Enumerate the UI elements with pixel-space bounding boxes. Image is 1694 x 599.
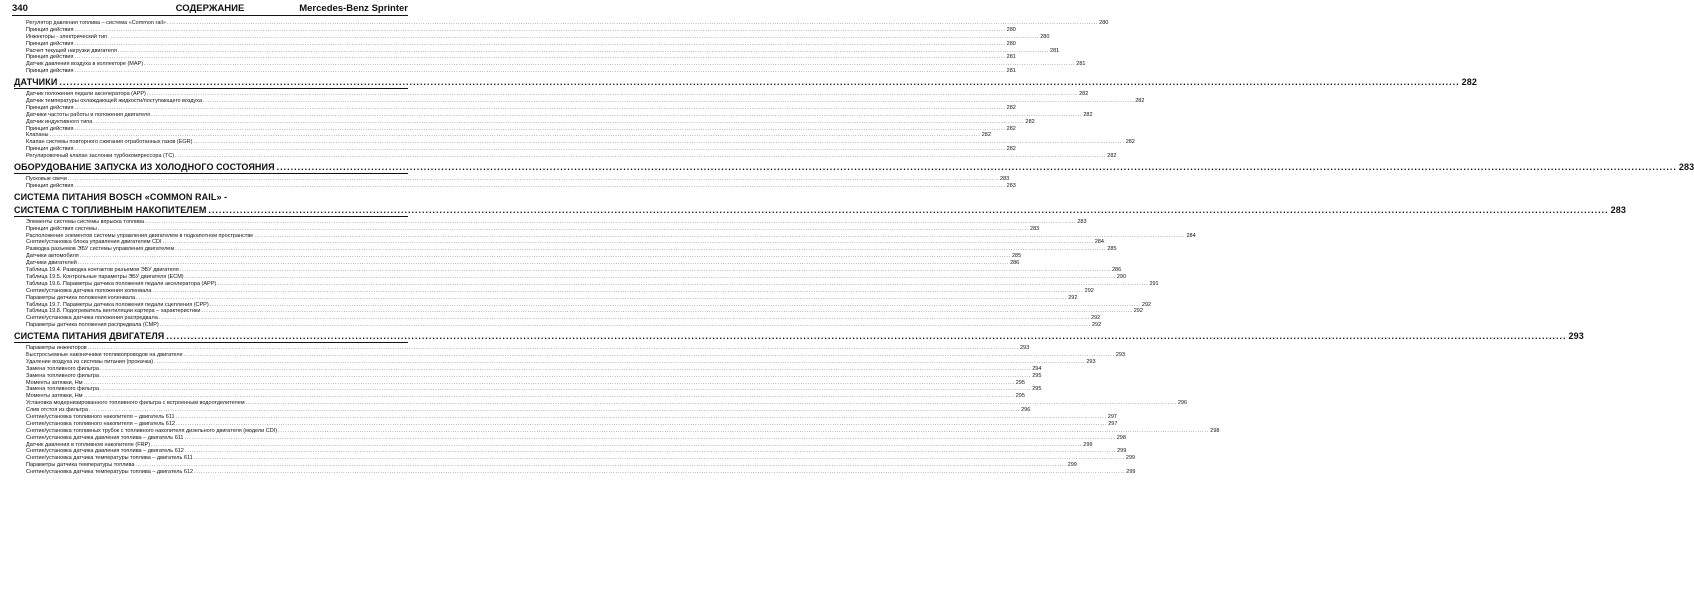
dot-leader: ................................................................................................................................................................................................................................................................................................................................................................................................................ [151,441,1083,448]
toc-entry [14,315,1101,322]
toc-entry [14,462,1077,469]
toc-section-heading [14,162,1694,173]
page-ref: 299 [1067,462,1077,469]
toc-entry [14,267,1122,274]
page-ref: 280 [1040,33,1050,40]
dot-leader: ................................................................................................................................................................................................................................................................................................................................................................................................................ [278,427,1210,434]
page-ref: 293 [1568,331,1584,342]
toc-entry [14,393,1025,400]
entry-title: Параметры инжекторов [26,345,87,352]
entry-title: Принцип действия [26,40,74,47]
section-rule [14,173,408,174]
dot-leader: ................................................................................................................................................................................................................................................................................................................................................................................................................ [79,253,1011,260]
page-ref: 292 [1141,301,1152,308]
toc-entry [14,260,1020,267]
dot-leader: ................................................................................................................................................................................................................................................................................................................................................................................................................ [179,267,1111,274]
toc-entry [14,365,1042,373]
dot-leader: ................................................................................................................................................................................................................................................................................................................................................................................................................ [184,434,1116,441]
section-rule [14,88,408,89]
dot-leader: ................................................................................................................................................................................................................................................................................................................................................................................................................ [208,204,1609,215]
page-ref: 282 [1125,139,1135,146]
dot-leader: ................................................................................................................................................................................................................................................................................................................................................................................................................ [193,139,1125,146]
dot-leader: ................................................................................................................................................................................................................................................................................................................................................................................................................ [145,218,1077,225]
page-ref: 285 [1012,253,1022,260]
toc-entry [14,372,1042,380]
entry-title: Параметры датчика положения коленвала [26,294,136,301]
page-ref: 299 [1126,469,1136,476]
entry-title: Датчики частоты работы и положения двигателя [26,111,151,118]
dot-leader: ................................................................................................................................................................................................................................................................................................................................................................................................................ [93,118,1025,125]
toc-entry [14,98,1145,105]
toc-entry [14,413,1117,421]
page-ref: 282 [1135,98,1145,105]
dot-leader: ................................................................................................................................................................................................................................................................................................................................................................................................................ [184,273,1116,280]
toc-entry [14,125,1016,133]
dot-leader: ................................................................................................................................................................................................................................................................................................................................................................................................................ [67,176,1000,183]
entry-title: Моменты затяжки, Нм [26,379,83,386]
page-ref: 280 [1099,20,1109,26]
dot-leader: ................................................................................................................................................................................................................................................................................................................................................................................................................ [117,47,1050,54]
toc-entry [14,54,1016,61]
toc-entry [14,182,1016,190]
entry-title: Принцип действия [26,26,74,33]
page-ref: 283 [1678,162,1694,173]
dot-leader: ................................................................................................................................................................................................................................................................................................................................................................................................................ [88,407,1021,414]
entry-title: Замена топливного фильтра [26,372,99,379]
entry-title: Таблица 19.8. Подогреватель вентиляции картера – характеристики [26,308,201,315]
toc-entry [14,386,1042,393]
dot-leader: ................................................................................................................................................................................................................................................................................................................................................................................................................ [159,322,1091,329]
toc-entry [14,232,1196,240]
dot-leader: ................................................................................................................................................................................................................................................................................................................................................................................................................ [162,239,1094,246]
toc-entry [14,104,1016,112]
toc-entry [14,345,1030,352]
entry-title: Принцип действия [26,146,74,153]
entry-title: Датчик температуры охлаждающей жидкости/поступающего воздуха [26,98,202,105]
entry-title: Параметры датчика положения распредвала (CMP) [26,322,159,329]
page-ref: 282 [1025,118,1035,125]
toc-entry [14,455,1136,462]
page-header [12,2,408,15]
toc-entry [14,358,1096,366]
dot-leader: ................................................................................................................................................................................................................................................................................................................................................................................................................ [245,400,1177,407]
page-ref: 295 [1015,393,1025,400]
page-ref: 282 [981,132,991,139]
dot-leader: ................................................................................................................................................................................................................................................................................................................................................................................................................ [74,26,1006,33]
dot-leader: ................................................................................................................................................................................................................................................................................................................................................................................................................ [108,33,1040,40]
entry-title: Регулировочный клапан заслонки турбокомпрессора (TC) [26,153,175,160]
dot-leader: ................................................................................................................................................................................................................................................................................................................................................................................................................ [100,372,1032,379]
toc-entry [14,287,1094,295]
toc-entry [14,40,1016,48]
toc-entry [14,434,1126,442]
dot-leader: ................................................................................................................................................................................................................................................................................................................................................................................................................ [184,448,1117,455]
dot-leader: ................................................................................................................................................................................................................................................................................................................................................................................................................ [100,365,1032,372]
toc-entry [14,400,1188,407]
dot-leader: ................................................................................................................................................................................................................................................................................................................................................................................................................ [83,379,1015,386]
page-ref: 294 [1032,365,1042,372]
dot-leader: ................................................................................................................................................................................................................................................................................................................................................................................................................ [209,301,1141,308]
toc-entry [14,239,1104,246]
toc-entry [14,273,1127,281]
dot-leader: ................................................................................................................................................................................................................................................................................................................................................................................................................ [152,287,1084,294]
toc-entry [14,47,1060,55]
toc-entry [14,308,1143,315]
page-ref: 296 [1021,407,1031,414]
page-ref: 295 [1032,372,1042,379]
page-ref: 283 [1006,182,1016,189]
toc-entry [14,294,1078,302]
entry-title: Таблица 19.6. Параметры датчика положения педали акселератора (APP) [26,280,217,287]
dot-leader: ................................................................................................................................................................................................................................................................................................................................................................................................................ [166,331,1567,342]
toc-entry [14,225,1040,233]
dot-leader: ................................................................................................................................................................................................................................................................................................................................................................................................................ [59,77,1460,88]
dot-leader: ................................................................................................................................................................................................................................................................................................................................................................................................................ [194,469,1126,476]
page-ref: 292 [1068,294,1078,301]
dot-leader: ................................................................................................................................................................................................................................................................................................................................................................................................................ [254,232,1186,239]
toc-entry [14,351,1126,359]
entry-title: Установка модернизированного топливного фильтра с встроенным водоотделителем [26,400,245,407]
dot-leader: ................................................................................................................................................................................................................................................................................................................................................................................................................ [201,308,1133,315]
dot-leader: ................................................................................................................................................................................................................................................................................................................................................................................................................ [74,182,1006,189]
page-ref: 298 [1116,434,1126,441]
dot-leader: ................................................................................................................................................................................................................................................................................................................................................................................................................ [74,125,1006,132]
page-ref: 293 [1115,351,1126,358]
toc-entry [14,218,1087,226]
dot-leader: ................................................................................................................................................................................................................................................................................................................................................................................................................ [74,146,1006,153]
entry-title: Датчики двигателей [26,260,77,267]
entry-title: Расположение элементов системы управления двигателем в подкапотном пространстве [26,232,254,239]
entry-title: Снятие/установка датчика положения распредвала [26,315,158,322]
dot-leader: ................................................................................................................................................................................................................................................................................................................................................................................................................ [175,153,1107,160]
entry-title: Расчет текущей нагрузки двигателя [26,47,117,54]
entry-title: Снятие/установка датчика давления топлива – двигатель 611 [26,434,184,441]
entry-title: Моменты затяжки, Нм [26,393,83,400]
page-number: 340 [12,3,28,14]
page-ref: 283 [1000,176,1010,183]
entry-title: Замена топливного фильтра [26,386,99,393]
page-ref: 291 [1149,280,1159,287]
page-ref: 292 [1084,287,1094,294]
toc-entry [14,20,1109,27]
toc-entry [14,153,1117,160]
entry-title: Снятие/установка топливного накопителя – двигатель 612 [26,420,175,427]
table-of-contents [14,20,1694,476]
toc-entry [14,68,1016,75]
dot-leader: ................................................................................................................................................................................................................................................................................................................................................................................................................ [77,260,1010,267]
page-title: СОДЕРЖАНИЕ [175,3,245,14]
toc-entry [14,176,1010,183]
dot-leader: ................................................................................................................................................................................................................................................................................................................................................................................................................ [175,413,1107,420]
page-ref: 297 [1108,420,1118,427]
dot-leader: ................................................................................................................................................................................................................................................................................................................................................................................................................ [158,315,1090,322]
entry-title: Снятие/установка датчика положения коленвала [26,287,152,294]
dot-leader: ................................................................................................................................................................................................................................................................................................................................................................................................................ [151,111,1083,118]
toc-entry [14,33,1050,41]
dot-leader: ................................................................................................................................................................................................................................................................................................................................................................................................................ [74,68,1006,75]
page-ref: 292 [1133,308,1143,315]
dot-leader: ................................................................................................................................................................................................................................................................................................................................................................................................................ [154,358,1086,365]
entry-title: Принцип действия [26,104,74,111]
entry-title: Замена топливного фильтра [26,365,99,372]
dot-leader: ................................................................................................................................................................................................................................................................................................................................................................................................................ [175,246,1107,253]
entry-title: Снятие/установка датчика температуры топлива – двигатель 611 [26,455,193,462]
page-ref: 282 [1083,111,1093,118]
entry-title: Снятие/установка блока управления двигателем CDI [26,239,162,246]
section-title: СИСТЕМА ПИТАНИЯ BOSCH «COMMON RAIL» - [14,191,228,202]
page-ref: 282 [1079,91,1089,98]
section-title: ДАТЧИКИ [14,77,58,88]
dot-leader: ................................................................................................................................................................................................................................................................................................................................................................................................................ [135,462,1067,469]
toc-entry [14,379,1025,387]
page-ref: 283 [1610,204,1626,215]
toc-entry [14,132,991,139]
dot-leader: ................................................................................................................................................................................................................................................................................................................................................................................................................ [144,61,1076,68]
page-ref: 299 [1117,448,1127,455]
page-ref: 292 [1092,322,1102,329]
entry-title: Снятие/установка топливного накопителя – двигатель 611 [26,413,175,420]
page-ref: 297 [1107,413,1117,420]
toc-section-heading [14,192,408,203]
book-brand: Mercedes-Benz Sprinter [299,3,408,14]
entry-title: Принцип действия [26,182,74,189]
dot-leader: ................................................................................................................................................................................................................................................................................................................................................................................................................ [146,91,1079,98]
entry-title: Клапаны [26,132,49,139]
page-ref: 299 [1125,455,1136,462]
section-rule [14,342,408,343]
page-ref: 290 [1116,273,1127,280]
section-title: СИСТЕМА ПИТАНИЯ ДВИГАТЕЛЯ [14,331,165,342]
entry-title: Принцип действия системы [26,225,97,232]
page-ref: 283 [1077,218,1087,225]
entry-title: Таблица 19.4. Разводка контактов разъемов ЭБУ двигателя [26,267,179,274]
entry-title: Принцип действия [26,54,74,61]
header-divider [12,15,408,16]
toc-section-heading [14,77,1477,88]
page-ref: 281 [1006,54,1016,61]
page-ref: 280 [1006,40,1016,47]
dot-leader: ................................................................................................................................................................................................................................................................................................................................................................................................................ [74,104,1006,111]
entry-title: Таблица 19.7. Параметры датчика положения педали сцепления (CPP) [26,301,209,308]
toc-entry [14,111,1093,119]
page-ref: 283 [1030,225,1040,232]
toc-entry [14,301,1152,309]
toc-entry [14,441,1093,449]
dot-leader: ................................................................................................................................................................................................................................................................................................................................................................................................................ [74,54,1006,61]
toc-section-heading [14,204,1626,216]
toc-entry [14,26,1016,34]
page-ref: 284 [1094,239,1104,246]
entry-title: Датчики автомобиля [26,253,79,260]
dot-leader: ................................................................................................................................................................................................................................................................................................................................................................................................................ [175,420,1108,427]
dot-leader: ................................................................................................................................................................................................................................................................................................................................................................................................................ [97,225,1030,232]
page-ref: 285 [1107,246,1117,253]
page-ref: 282 [1006,125,1016,132]
entry-title: Снятие/установка датчика давления топлива – двигатель 612 [26,448,184,455]
toc-entry [14,407,1031,414]
section-rule [14,216,408,217]
dot-leader: ................................................................................................................................................................................................................................................................................................................................................................................................................ [166,20,1099,26]
page-ref: 281 [1050,47,1060,54]
entry-title: Снятие/установка датчика температуры топлива – двигатель 612 [26,469,194,476]
section-title: ОБОРУДОВАНИЕ ЗАПУСКА ИЗ ХОЛОДНОГО СОСТОЯНИЯ [14,162,275,173]
dot-leader: ................................................................................................................................................................................................................................................................................................................................................................................................................ [83,393,1015,400]
toc-entry [14,448,1127,455]
entry-title: Параметры датчика температуры топлива [26,462,135,469]
entry-title: Снятие/установка топливных трубок с топливного накопителя дизельного двигателя (модели CDI) [26,427,278,434]
page-ref: 296 [1177,400,1188,407]
page-ref: 295 [1015,379,1025,386]
dot-leader: ................................................................................................................................................................................................................................................................................................................................................................................................................ [183,351,1115,358]
toc-entry [14,91,1089,98]
entry-title: Принцип действия [26,68,74,75]
page-ref: 295 [1032,386,1042,393]
dot-leader: ................................................................................................................................................................................................................................................................................................................................................................................................................ [87,345,1019,352]
dot-leader: ................................................................................................................................................................................................................................................................................................................................................................................................................ [276,162,1677,173]
toc-entry [14,469,1136,476]
page-ref: 284 [1186,232,1196,239]
entry-title: Слив отстоя из фильтра [26,407,88,414]
dot-leader: ................................................................................................................................................................................................................................................................................................................................................................................................................ [203,98,1135,105]
dot-leader: ................................................................................................................................................................................................................................................................................................................................................................................................................ [217,280,1149,287]
page-ref: 293 [1019,345,1030,352]
toc-entry [14,61,1086,68]
page-ref: 292 [1090,315,1101,322]
entry-title: Датчик давления в топливном накопителе (FRP) [26,441,151,448]
page-ref: 298 [1210,427,1220,434]
entry-title: Пусковые свечи [26,176,67,183]
entry-title: Элементы системы системы впрыска топлива [26,218,145,225]
toc-entry [14,280,1159,288]
toc-entry [14,427,1220,435]
page-ref: 282 [1461,77,1477,88]
entry-title: Датчик индуктивного типа [26,118,93,125]
entry-title: Датчик давления воздуха в коллекторе (MAP) [26,61,144,68]
toc-entry [14,420,1118,428]
page-ref: 281 [1006,68,1016,75]
dot-leader: ................................................................................................................................................................................................................................................................................................................................................................................................................ [49,132,981,139]
entry-title: Разводка разъемов ЭБУ системы управления двигателем [26,246,175,253]
toc-entry [14,246,1117,253]
entry-title: Клапан системы повторного сжигания отработанных газов (EGR) [26,139,193,146]
page-ref: 286 [1111,267,1122,274]
entry-title: Регулятор давления топлива – система «Common rail» [26,20,166,26]
page-ref: 280 [1006,26,1016,33]
entry-title: Инжекторы - электрический тип [26,33,108,40]
page-ref: 286 [1010,260,1020,267]
section-title: СИСТЕМА С ТОПЛИВНЫМ НАКОПИТЕЛЕМ [14,204,207,215]
entry-title: Датчик положения педали акселератора (APP) [26,91,146,98]
page-ref: 282 [1006,104,1016,111]
dot-leader: ................................................................................................................................................................................................................................................................................................................................................................................................................ [193,455,1125,462]
entry-title: Таблица 19.5. Контрольные параметры ЭБУ двигателя (ECM) [26,273,184,280]
dot-leader: ................................................................................................................................................................................................................................................................................................................................................................................................................ [100,386,1032,393]
page-ref: 299 [1083,441,1093,448]
page-ref: 293 [1086,358,1096,365]
toc-entry [14,322,1102,329]
dot-leader: ................................................................................................................................................................................................................................................................................................................................................................................................................ [74,40,1006,47]
toc-section-heading [14,331,1584,342]
dot-leader: ................................................................................................................................................................................................................................................................................................................................................................................................................ [136,294,1068,301]
toc-entry [14,139,1135,146]
entry-title: Быстросъемные наконечники топливопроводов на двигателе [26,351,183,358]
page-ref: 282 [1107,153,1117,160]
entry-title: Удаление воздуха из системы питания (прокачка) [26,358,154,365]
page-ref: 281 [1076,61,1086,68]
toc-entry [14,118,1035,126]
page-ref: 282 [1006,146,1016,153]
entry-title: Принцип действия [26,125,74,132]
